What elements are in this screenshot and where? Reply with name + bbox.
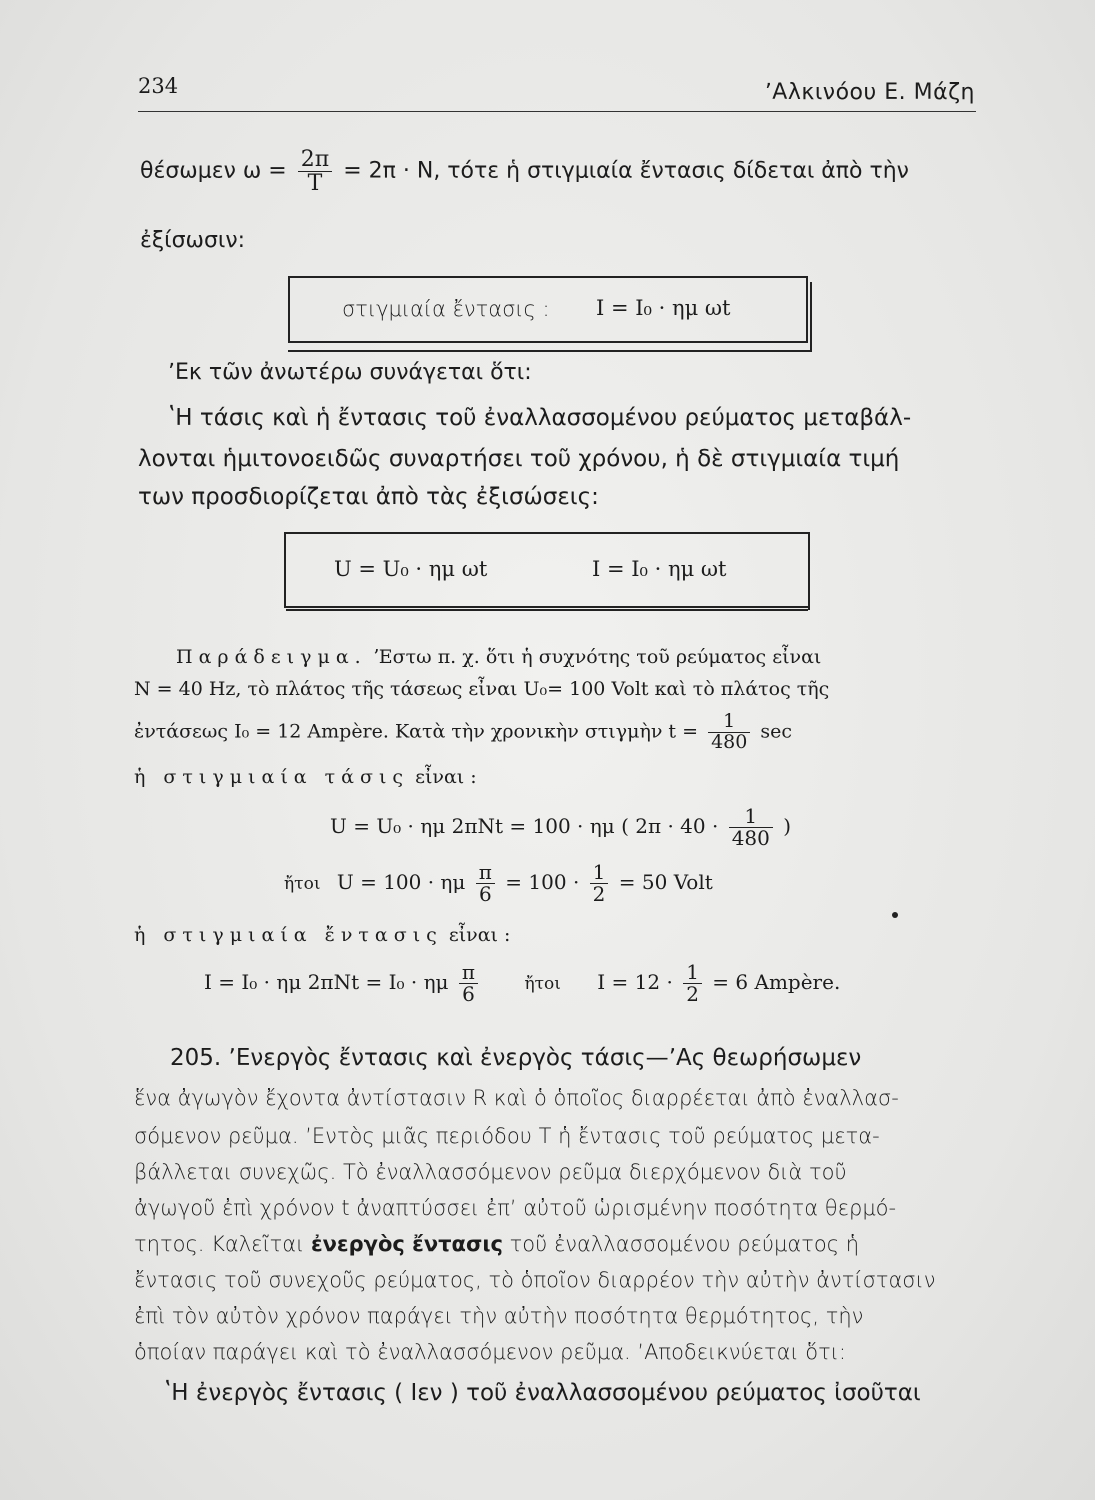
section-205-line3: σόμενον ρεῦμα. ʼΕντὸς μιᾶς περιόδου T ἡ ἔντασις τοῦ ρεύματος μετα- xyxy=(134,1124,880,1148)
current-heading-tail: εἶναι : xyxy=(448,924,511,946)
example-line1-rest: ʼΕστω π. χ. ὅτι ἡ συχνότης τοῦ ρεύματος εἶναι xyxy=(372,646,822,668)
eq3-lead: I = I₀ · ημ 2πNt = I₀ · ημ xyxy=(204,970,449,994)
example-line3-lead: ἐντάσεως I₀ = 12 Ampère. Κατὰ τὴν χρονικὴν στιγμὴν t = xyxy=(134,720,699,743)
intro-lead: θέσωμεν ω = xyxy=(140,158,287,184)
intro-line xyxy=(140,148,909,195)
header-rule xyxy=(138,111,976,112)
para1-line1: ʼΕκ τῶν ἀνωτέρω συνάγεται ὅτι: xyxy=(168,360,532,385)
eq3-denominator: 6 xyxy=(459,983,478,1005)
eq2-lead: U = 100 · ημ xyxy=(336,870,466,894)
omega-denominator: T xyxy=(298,171,332,195)
eq1-tail: ) xyxy=(783,814,792,838)
eq2-fraction-1 xyxy=(476,862,495,905)
current-heading-text: ἡ στιγμιαία ἔντασις xyxy=(134,924,443,946)
omega-fraction xyxy=(298,148,332,195)
eq2-tail: = 50 Volt xyxy=(618,870,713,894)
voltage-equation-2 xyxy=(284,862,713,905)
para1-line2: ʽΗ τάσις καὶ ἡ ἔντασις τοῦ ἐναλλασσομένου ρεύματος μεταβάλ- xyxy=(168,405,912,431)
box2-formula-current: I = I₀ · ημ ωt xyxy=(592,557,727,581)
eq3-denominator-2: 2 xyxy=(683,983,702,1005)
para1-line4: των προσδιορίζεται ἀπὸ τὰς ἐξισώσεις: xyxy=(138,484,599,510)
section-205-line6-rest: τοῦ ἐναλλασσομένου ρεύματος ἡ xyxy=(509,1232,860,1256)
current-heading xyxy=(134,924,510,946)
eq3-fraction-1 xyxy=(459,962,478,1005)
section-205-line4: βάλλεται συνεχῶς. Τὸ ἐναλλασσόμενον ρεῦμα διερχόμενον διὰ τοῦ xyxy=(134,1160,847,1184)
para1-line3: λονται ἡμιτονοειδῶς συναρτήσει τοῦ χρόνου, ἡ δὲ στιγμιαία τιμή xyxy=(138,446,900,472)
voltage-equation-1 xyxy=(330,806,791,849)
example-line1 xyxy=(176,646,821,668)
section-205-line8: ἐπὶ τὸν αὐτὸν χρόνον παράγει τὴν αὐτὴν ποσότητα θερμότητος, τὴν xyxy=(134,1304,864,1328)
section-205-defined-term: ἐνεργὸς ἔντασις xyxy=(310,1232,503,1256)
voltage-heading xyxy=(134,766,477,788)
formula-box-2-shadow-right xyxy=(808,540,810,610)
section-205-heading-line xyxy=(170,1045,861,1071)
eq3-fraction-2 xyxy=(683,962,702,1005)
eq1-denominator: 480 xyxy=(729,827,773,849)
box2-formula-voltage: U = U₀ · ημ ωt xyxy=(334,557,488,581)
example-title: Παράδειγμα. xyxy=(176,646,367,668)
section-205-line2: ἕνα ἀγωγὸν ἔχοντα ἀντίστασιν R καὶ ὁ ὁποῖος διαρρέεται ἀπὸ ἐναλλασ- xyxy=(134,1086,899,1110)
box1-label: στιγμιαία ἔντασις : xyxy=(342,297,550,321)
eq1-numerator: 1 xyxy=(744,804,758,828)
page-number: 234 xyxy=(138,74,179,98)
example-line2: N = 40 Hz, τὸ πλάτος τῆς τάσεως εἶναι U₀= 100 Volt καὶ τὸ πλάτος τῆς xyxy=(134,678,830,700)
omega-numerator: 2π xyxy=(300,147,330,172)
time-unit: sec xyxy=(760,720,793,743)
section-205-line6-lead: τητος. Καλεῖται xyxy=(134,1232,305,1256)
print-speck xyxy=(892,912,898,918)
formula-box-1-shadow-right xyxy=(810,282,812,352)
eq1-lead: U = U₀ · ημ 2πNt = 100 · ημ ( 2π · 40 · xyxy=(330,814,719,838)
intro-rest: = 2π · N, τότε ἡ στιγμιαία ἔντασις δίδεται ἀπὸ τὴν xyxy=(343,158,909,184)
box1-formula: I = I₀ · ημ ωt xyxy=(596,296,731,320)
running-header-author: ʼΑλκινόου Ε. Μάζη xyxy=(764,80,975,105)
eq3-numerator-2: 1 xyxy=(686,960,699,984)
time-numerator: 1 xyxy=(723,710,736,732)
time-fraction xyxy=(708,712,750,753)
eq2-denominator-2: 2 xyxy=(590,883,609,905)
section-205-line5: ἀγωγοῦ ἐπὶ χρόνον t ἀναπτύσσει ἐπʼ αὐτοῦ ὡρισμένην ποσότητα θερμό- xyxy=(134,1196,897,1220)
eq2-numerator-2: 1 xyxy=(592,860,606,884)
voltage-heading-tail: εἶναι : xyxy=(415,766,477,788)
section-205-heading: 205. ʼΕνεργὸς ἔντασις καὶ ἐνεργὸς τάσις— xyxy=(170,1045,669,1071)
voltage-heading-text: ἡ στιγμιαία τάσις xyxy=(134,766,410,788)
section-205-line9: ὁποίαν παράγει καὶ τὸ ἐναλλασσόμενον ρεῦμα. ʼΑποδεικνύεται ὅτι: xyxy=(134,1340,846,1364)
eq3-numerator: π xyxy=(461,960,476,984)
section-205-line1-rest: ʼΑς θεωρήσωμεν xyxy=(668,1045,862,1071)
eq2-fraction-2 xyxy=(590,862,609,905)
eq2-numerator-1: π xyxy=(478,860,492,884)
formula-box-1-shadow-bottom xyxy=(288,350,812,352)
eq3-tail: = 6 Ampère. xyxy=(712,970,841,994)
eq2-word: ἤτοι xyxy=(284,874,321,894)
section-205-line7: ἔντασις τοῦ συνεχοῦς ρεύματος, τὸ ὁποῖον διαρρέον τὴν αὐτὴν ἀντίστασιν xyxy=(134,1268,936,1292)
section-205-line6 xyxy=(134,1232,859,1256)
eq3-word: ἤτοι xyxy=(524,974,561,994)
current-equation xyxy=(204,962,840,1005)
eq1-fraction xyxy=(729,806,773,849)
eq2-mid: = 100 · xyxy=(505,870,580,894)
time-denominator: 480 xyxy=(708,732,750,753)
example-line3 xyxy=(134,712,792,753)
formula-box-2-shadow-bottom xyxy=(286,609,808,611)
intro-line-2: ἐξίσωσιν: xyxy=(140,228,246,253)
eq2-denominator-1: 6 xyxy=(476,883,495,905)
section-205-line10: ʽΗ ἐνεργὸς ἔντασις ( Iεν ) τοῦ ἐναλλασσομένου ρεύματος ἰσοῦται xyxy=(164,1380,921,1406)
eq3-lead-2: I = 12 · xyxy=(597,970,673,994)
